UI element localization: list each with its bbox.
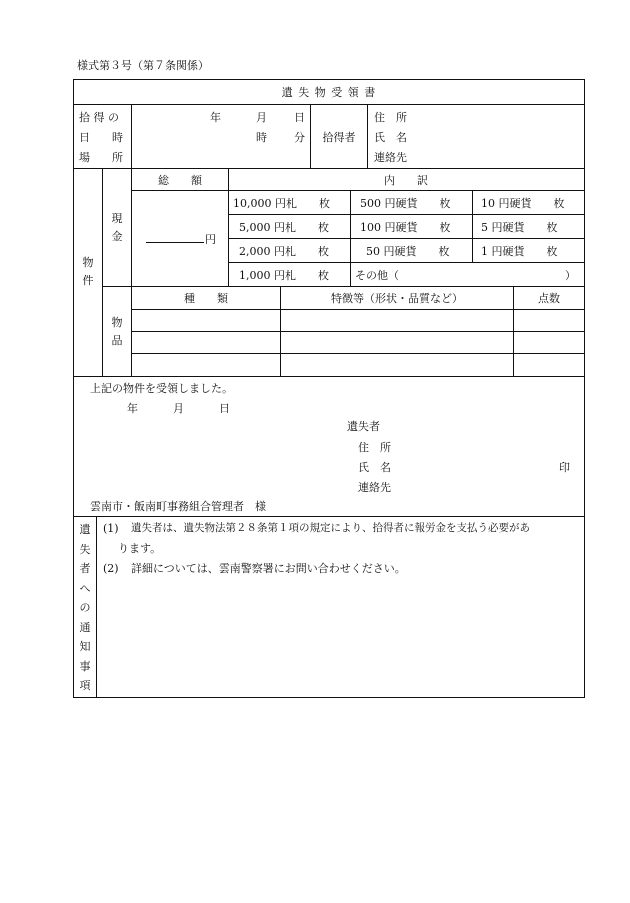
owner-contact-label: 連絡先 bbox=[358, 481, 391, 494]
cash-total-field bbox=[146, 232, 216, 246]
owner-name-label: 氏 名 bbox=[358, 461, 391, 474]
goods-type-header: 種 類 bbox=[184, 292, 228, 305]
notice-label-char-5: の bbox=[79, 601, 91, 614]
cash-other-close: ） bbox=[565, 269, 576, 282]
receipt-year: 年 bbox=[127, 402, 138, 415]
cash-row-3-col-2: 50 円硬貨 枚 bbox=[366, 245, 450, 258]
owner-address-label: 住 所 bbox=[358, 441, 391, 454]
cash-other-label: その他（ bbox=[355, 269, 399, 282]
cash-row-1-col-3: 10 円硬貨 枚 bbox=[481, 197, 565, 210]
notice-label-char-8: 事 bbox=[79, 659, 91, 673]
cash-row-3-col-3: 1 円硬貨 枚 bbox=[481, 245, 558, 258]
found-year: 年 bbox=[210, 111, 221, 124]
receipt-month: 月 bbox=[173, 402, 184, 415]
notice-item-2-number: (2) bbox=[103, 562, 119, 575]
finder-contact-label: 連絡先 bbox=[374, 151, 407, 164]
cash-row-1-col-2: 500 円硬貨 枚 bbox=[360, 197, 451, 210]
receipt-statement: 上記の物件を受領しました。 bbox=[90, 382, 233, 395]
notice-label-char-6: 通 bbox=[79, 620, 91, 634]
notice-label-char-1: 遺 bbox=[79, 523, 91, 536]
notice-label-char-3: 者 bbox=[79, 562, 91, 575]
notice-item-1-number: (1) bbox=[103, 522, 119, 535]
receipt-day: 日 bbox=[219, 402, 230, 415]
cash-total-header: 総 額 bbox=[158, 174, 202, 187]
cash-label bbox=[110, 210, 124, 246]
found-day: 日 bbox=[294, 111, 305, 124]
finder-address-label: 住 所 bbox=[374, 111, 407, 124]
cash-row-4-col-1: 1,000 円札 枚 bbox=[239, 269, 329, 282]
cash-total-blank bbox=[146, 232, 204, 243]
goods-features-header: 特徴等（形状・品質など） bbox=[331, 292, 463, 305]
form-title: 遺 失 物 受 領 書 bbox=[281, 86, 377, 99]
addressee: 雲南市・飯南町事務組合管理者 様 bbox=[90, 500, 266, 513]
notice-label-char-7: 知 bbox=[79, 640, 91, 653]
property-label-char-1: 物 bbox=[82, 256, 94, 269]
cash-label-char-1: 現 bbox=[111, 212, 123, 225]
form-number-label: 様式第３号（第７条関係） bbox=[77, 59, 209, 72]
found-datetime-label-2: 日 時 bbox=[79, 131, 123, 144]
cash-row-1-col-1: 10,000 円札 枚 bbox=[233, 197, 330, 210]
notice-label-char-9: 項 bbox=[79, 679, 91, 692]
cash-row-3-col-1: 2,000 円札 枚 bbox=[239, 245, 329, 258]
finder-name-label: 氏 名 bbox=[374, 131, 407, 144]
owner-label: 遺失者 bbox=[347, 420, 380, 433]
goods-label bbox=[110, 314, 124, 350]
found-minute: 分 bbox=[294, 131, 305, 144]
goods-label-char-1: 物 bbox=[111, 316, 123, 329]
finder-label: 拾得者 bbox=[322, 131, 356, 144]
cash-label-char-2: 金 bbox=[111, 230, 123, 243]
found-datetime-label-1: 拾 得 の bbox=[79, 111, 119, 124]
found-place-label: 場 所 bbox=[79, 151, 123, 164]
cash-row-2-col-3: 5 円硬貨 枚 bbox=[481, 221, 558, 234]
notice-item-1-text: 遺失者は、遺失物法第２８条第１項の規定により、拾得者に報労金を支払う必要があ bbox=[131, 522, 530, 534]
notice-label-char-2: 失 bbox=[79, 542, 91, 556]
property-label-char-2: 件 bbox=[82, 274, 94, 287]
cash-row-2-col-2: 100 円硬貨 枚 bbox=[360, 221, 451, 234]
yen-unit: 円 bbox=[205, 233, 216, 246]
seal-mark: 印 bbox=[559, 461, 570, 474]
notice-item-1-text-cont: ります。 bbox=[118, 542, 162, 555]
cash-row-2-col-1: 5,000 円札 枚 bbox=[239, 221, 329, 234]
property-label bbox=[81, 254, 95, 290]
found-hour: 時 bbox=[256, 131, 267, 144]
cash-breakdown-header: 内 訳 bbox=[384, 174, 428, 187]
found-month: 月 bbox=[256, 111, 267, 124]
goods-label-char-2: 品 bbox=[111, 334, 123, 347]
notice-label-char-4: へ bbox=[79, 581, 91, 595]
notice-item-2-text: 詳細については、雲南警察署にお問い合わせください。 bbox=[131, 562, 406, 575]
notice-label bbox=[78, 520, 92, 696]
goods-count-header: 点数 bbox=[538, 292, 560, 305]
